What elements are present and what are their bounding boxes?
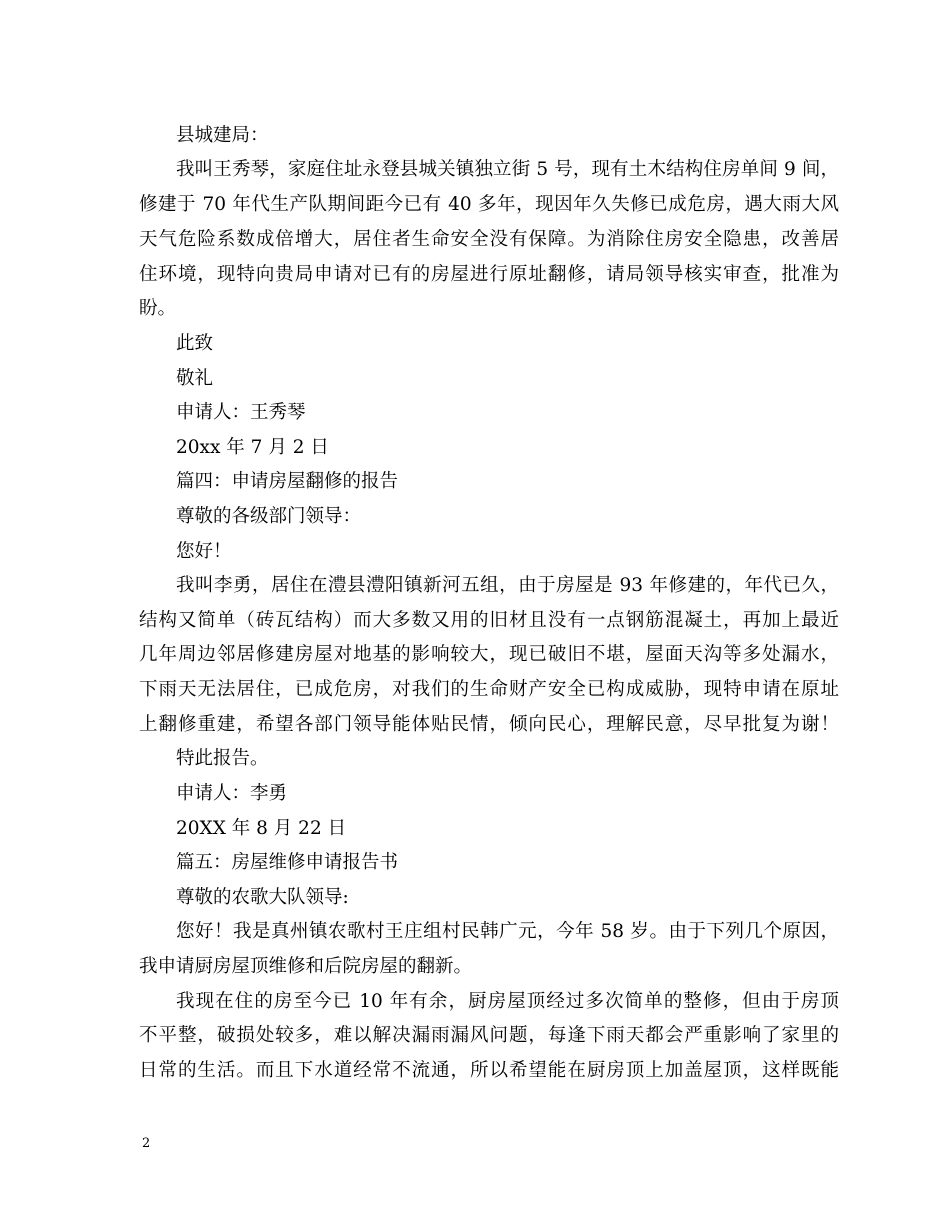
text-line: 我叫王秀琴，家庭住址永登县城关镇独立街 5 号，现有土木结构住房单间 9 间， xyxy=(176,159,839,180)
text-line: 日常的生活。而且下水道经常不流通，所以希望能在厨房顶上加盖屋顶，这样既能 xyxy=(139,1060,839,1081)
text-line: 申请人：李勇 xyxy=(176,783,288,804)
text-line: 我现在住的房至今已 10 年有余，厨房屋顶经过多次简单的整修，但由于房顶 xyxy=(176,991,839,1012)
text-line: 几年周边邻居修建房屋对地基的影响较大，现已破旧不堪，屋面天沟等多处漏水， xyxy=(139,644,839,665)
text-line: 特此报告。 xyxy=(176,748,269,769)
text-line: 20XX 年 8 月 22 日 xyxy=(176,818,347,839)
text-line: 住环境，现特向贵局申请对已有的房屋进行原址翻修，请局领导核实审查，批准为 xyxy=(139,264,839,285)
text-line: 我叫李勇，居住在澧县澧阳镇新河五组，由于房屋是 93 年修建的，年代已久， xyxy=(176,575,839,596)
text-line: 我申请厨房屋顶维修和后院房屋的翻新。 xyxy=(139,956,473,977)
text-line: 申请人：王秀琴 xyxy=(176,402,306,423)
text-line: 下雨天无法居住，已成危房，对我们的生命财产安全已构成威胁，现特申请在原址 xyxy=(139,679,839,700)
text-line: 20xx 年 7 月 2 日 xyxy=(176,437,329,458)
text-line: 篇五：房屋维修申请报告书 xyxy=(176,852,399,873)
text-line: 县城建局： xyxy=(176,125,269,146)
text-line: 此致 xyxy=(176,333,214,354)
text-line: 结构又简单（砖瓦结构）而大多数又用的旧材且没有一点钢筋混凝土，再加上最近 xyxy=(139,610,839,631)
text-line: 尊敬的农歌大队领导: xyxy=(176,887,349,908)
text-line: 敬礼 xyxy=(176,368,214,389)
text-line: 上翻修重建，希望各部门领导能体贴民情，倾向民心，理解民意，尽早批复为谢！ xyxy=(139,714,839,735)
text-line: 修建于 70 年代生产队期间距今已有 40 多年，现因年久失修已成危房，遇大雨大风 xyxy=(139,194,839,215)
text-line: 您好！ xyxy=(176,541,232,562)
text-line: 不平整，破损处较多，难以解决漏雨漏风问题，每逢下雨天都会严重影响了家里的 xyxy=(139,1025,839,1046)
page-number: 2 xyxy=(142,1136,151,1151)
text-line: 天气危险系数成倍增大，居住者生命安全没有保障。为消除住房安全隐患，改善居 xyxy=(139,229,839,250)
text-line: 篇四：申请房屋翻修的报告 xyxy=(176,471,399,492)
text-line: 盼。 xyxy=(139,298,177,319)
text-line: 您好！我是真州镇农歌村王庄组村民韩广元，今年 58 岁。由于下列几个原因， xyxy=(176,921,839,942)
text-line: 尊敬的各级部门领导： xyxy=(176,506,362,527)
